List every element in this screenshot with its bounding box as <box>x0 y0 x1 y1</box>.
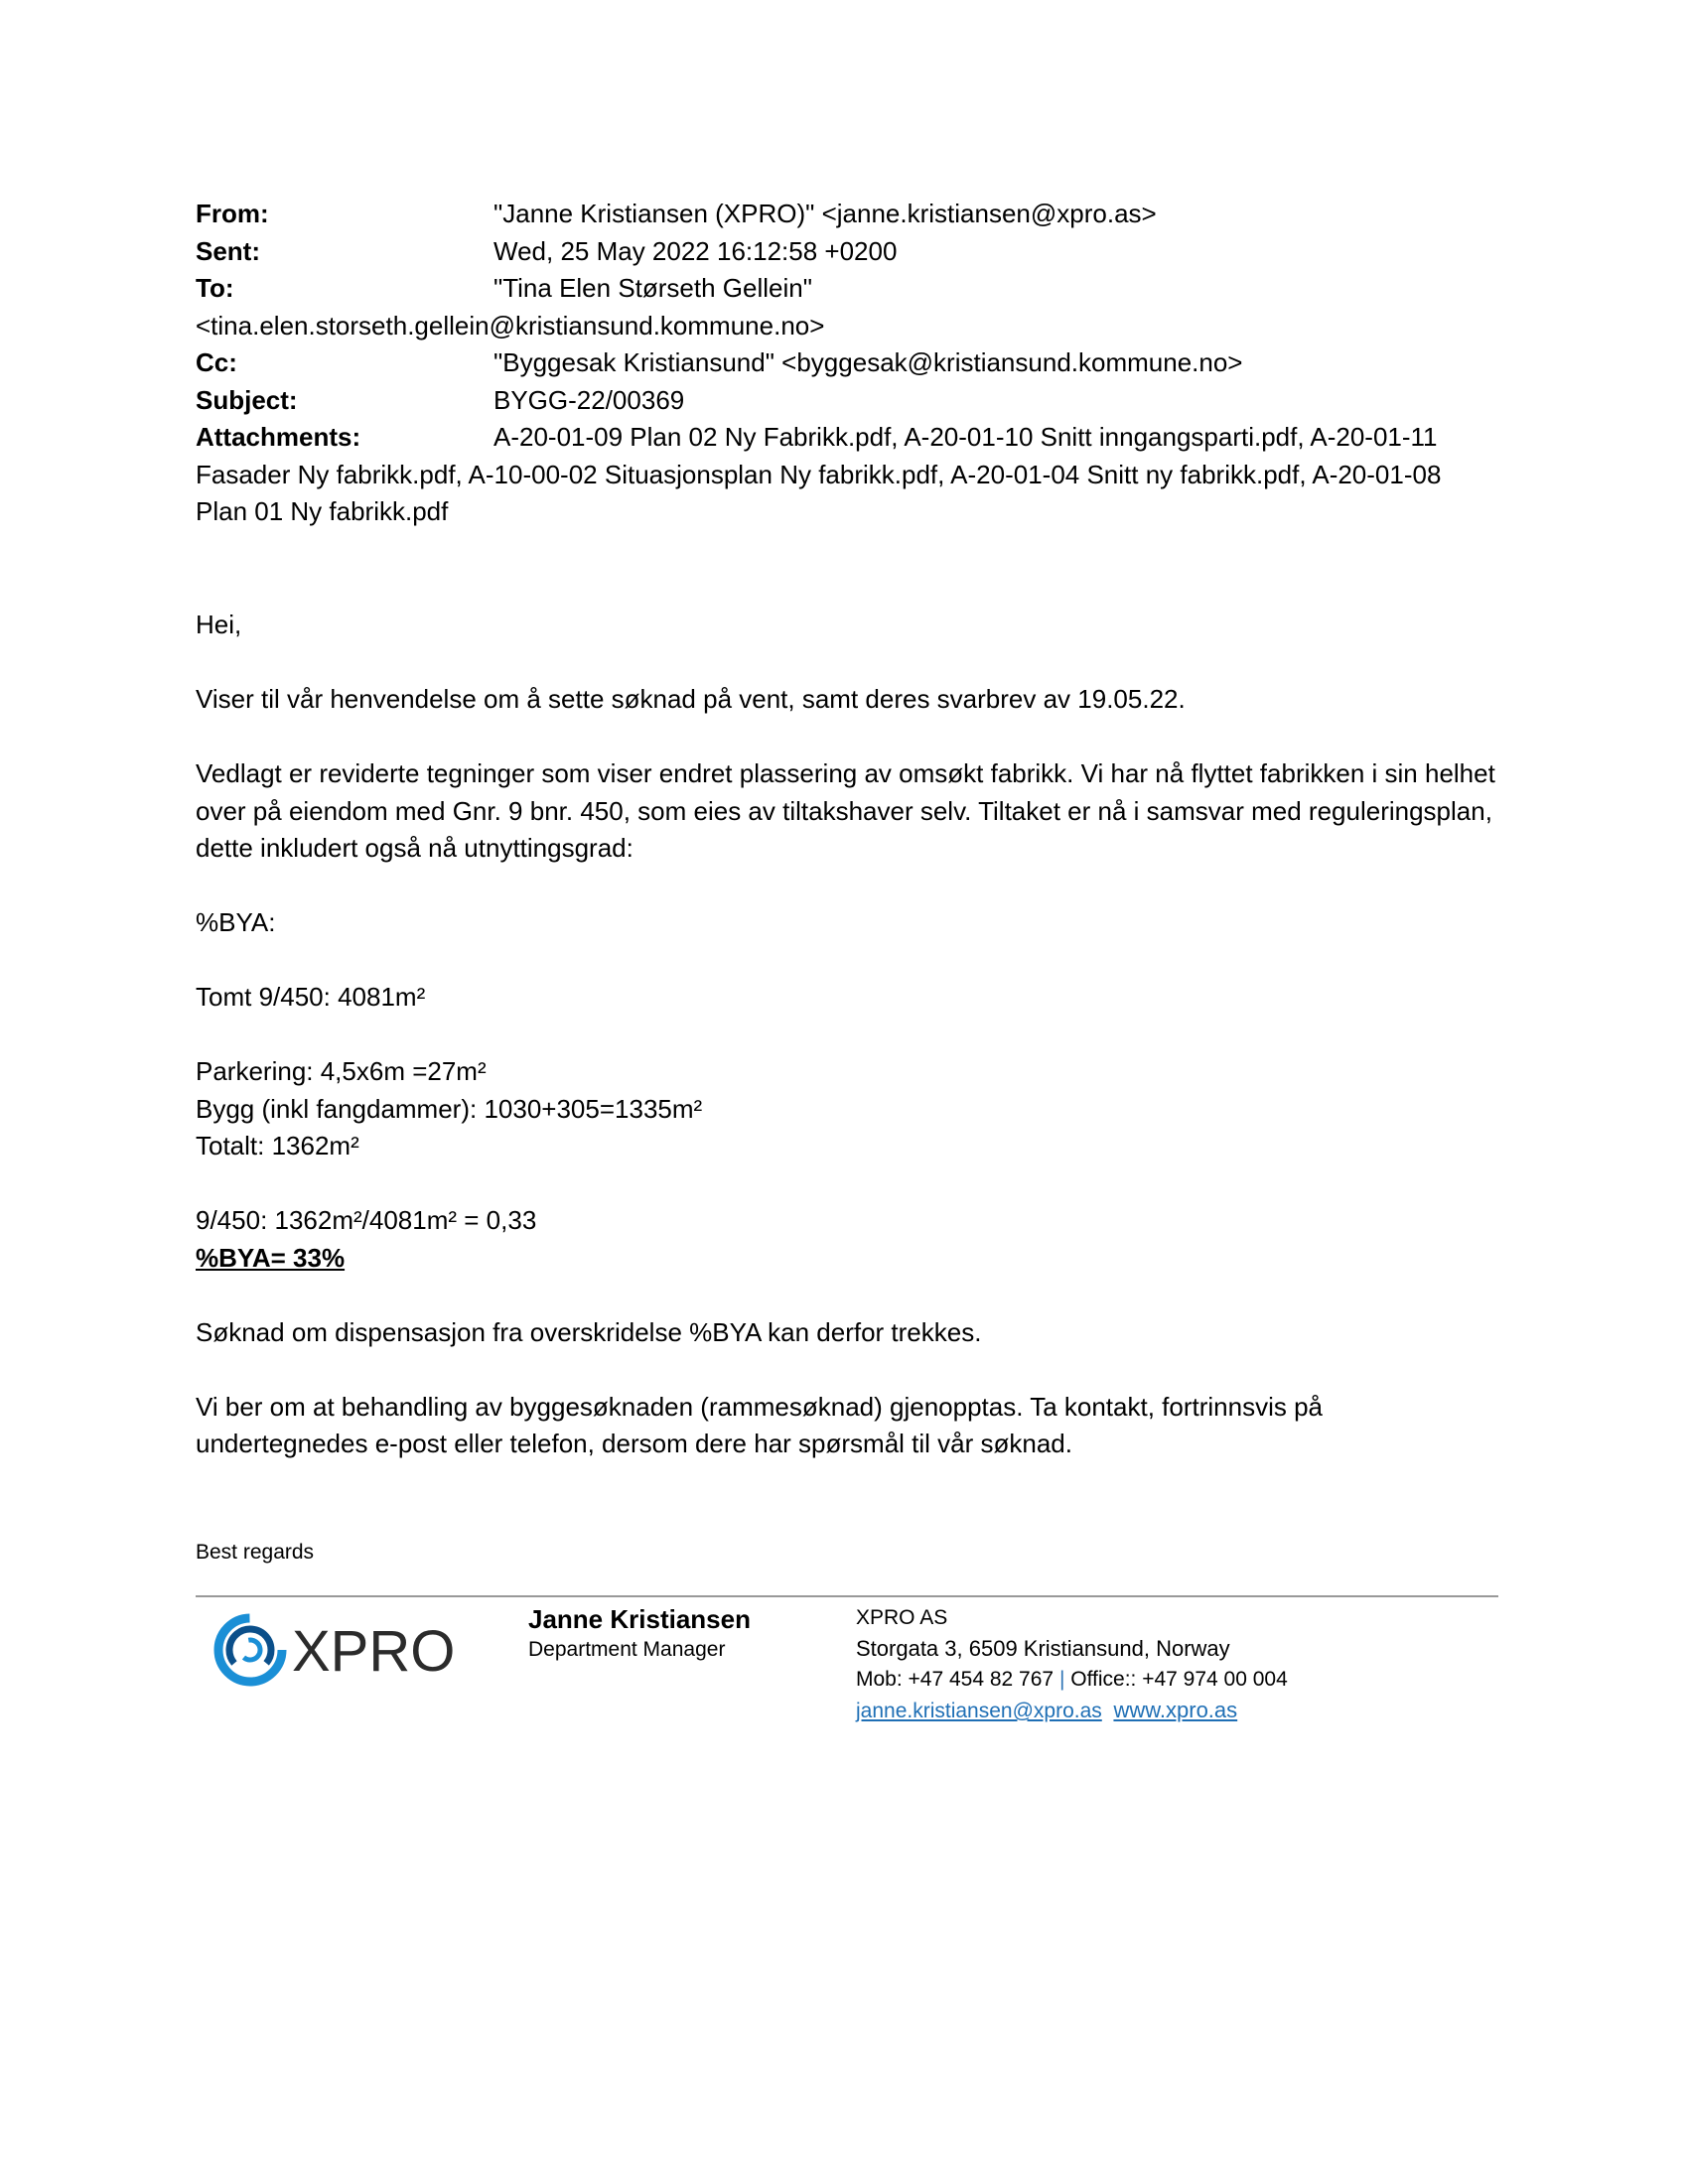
to-row <box>196 270 1496 308</box>
mobile-number: Mob: +47 454 82 767 <box>856 1668 1055 1691</box>
paragraph-dispensation: Søknad om dispensasjon fra overskridelse %BYA kan derfor trekkes. <box>196 1316 982 1347</box>
sent-label: Sent: <box>196 235 260 266</box>
subject-row <box>196 382 1496 420</box>
subject-label: Subject: <box>196 384 298 415</box>
sent-row <box>196 233 1496 271</box>
company-name: XPRO AS <box>856 1606 948 1629</box>
email-link[interactable]: janne.kristiansen@xpro.as <box>856 1700 1102 1722</box>
bya-heading: %BYA: <box>196 907 276 937</box>
company-address: Storgata 3, 6509 Kristiansund, Norway <box>856 1636 1230 1661</box>
contact-links <box>856 1695 1288 1726</box>
parkering-line: Parkering: 4,5x6m =27m² <box>196 1056 487 1086</box>
to-label: To: <box>196 273 234 303</box>
cc-label: Cc: <box>196 347 237 377</box>
signature-company-block <box>856 1602 1288 1726</box>
cc-value: "Byggesak Kristiansund" <byggesak@kristiansund.kommune.no> <box>493 347 1243 377</box>
signature-greeting: Best regards <box>196 1541 315 1564</box>
phone-separator: | <box>1058 1668 1065 1691</box>
calc-line: 9/450: 1362m²/4081m² = 0,33 <box>196 1205 537 1235</box>
paragraph-reference: Viser til vår henvendelse om å sette søknad på vent, samt deres svarbrev av 19.05.22. <box>196 684 1186 714</box>
signature-divider <box>196 1595 1498 1597</box>
logo-text: XPRO <box>292 1619 456 1684</box>
phone-line <box>856 1664 1288 1695</box>
paragraph-drawings: Vedlagt er reviderte tegninger som viser endret plassering av omsøkt fabrikk. Vi har nå flyttet fabrikken i sin helhet over på eiendom med Gnr. 9 bnr. 450, som eies av tiltakshaver selv. Tiltaket er nå i samsvar med reguleringsplan, dette inkludert også nå utnyttingsgrad: <box>196 758 1495 863</box>
to-value-continued: <tina.elen.storseth.gellein@kristiansund.kommune.no> <box>196 310 825 341</box>
xpro-swirl-icon <box>218 1618 282 1682</box>
attachments-row <box>196 419 1496 531</box>
from-value: "Janne Kristiansen (XPRO)" <janne.kristiansen@xpro.as> <box>493 199 1157 228</box>
signature-name: Janne Kristiansen <box>528 1604 751 1634</box>
attachments-label: Attachments: <box>196 422 361 452</box>
email-header <box>196 196 1496 531</box>
tomt-line: Tomt 9/450: 4081m² <box>196 982 426 1012</box>
from-label: From: <box>196 199 269 228</box>
bygg-line: Bygg (inkl fangdammer): 1030+305=1335m² <box>196 1093 703 1124</box>
subject-value: BYGG-22/00369 <box>493 384 685 415</box>
email-body <box>196 607 1496 1500</box>
totalt-line: Totalt: 1362m² <box>196 1131 359 1160</box>
paragraph-request: Vi ber om at behandling av byggesøknaden (rammesøknad) gjenopptas. Ta kontakt, fortrinnsvis på undertegnedes e-post eller telefon, dersom dere har spørsmål til vår søknad. <box>196 1391 1323 1458</box>
to-value: "Tina Elen Størseth Gellein" <box>493 273 812 303</box>
signature-title: Department Manager <box>528 1638 726 1661</box>
attachments-value: A-20-01-09 Plan 02 Ny Fabrikk.pdf, A-20-01-10 Snitt inngangsparti.pdf, A-20-01-11 Fasader Ny fabrikk.pdf, A-10-00-02 Situasjonsplan Ny fabrikk.pdf, A-20-01-04 Snitt ny fabrikk.pdf, A-20-01-08 Plan 01 Ny fabrikk.pdf <box>196 422 1442 526</box>
from-row <box>196 196 1496 233</box>
bya-result: %BYA= 33% <box>196 1242 346 1273</box>
cc-row <box>196 344 1496 382</box>
website-link[interactable]: www.xpro.as <box>1113 1698 1238 1722</box>
office-number: Office:: +47 974 00 004 <box>1070 1668 1288 1691</box>
sent-value: Wed, 25 May 2022 16:12:58 +0200 <box>493 235 898 266</box>
greeting: Hei, <box>196 610 242 639</box>
xpro-logo <box>209 1605 467 1695</box>
